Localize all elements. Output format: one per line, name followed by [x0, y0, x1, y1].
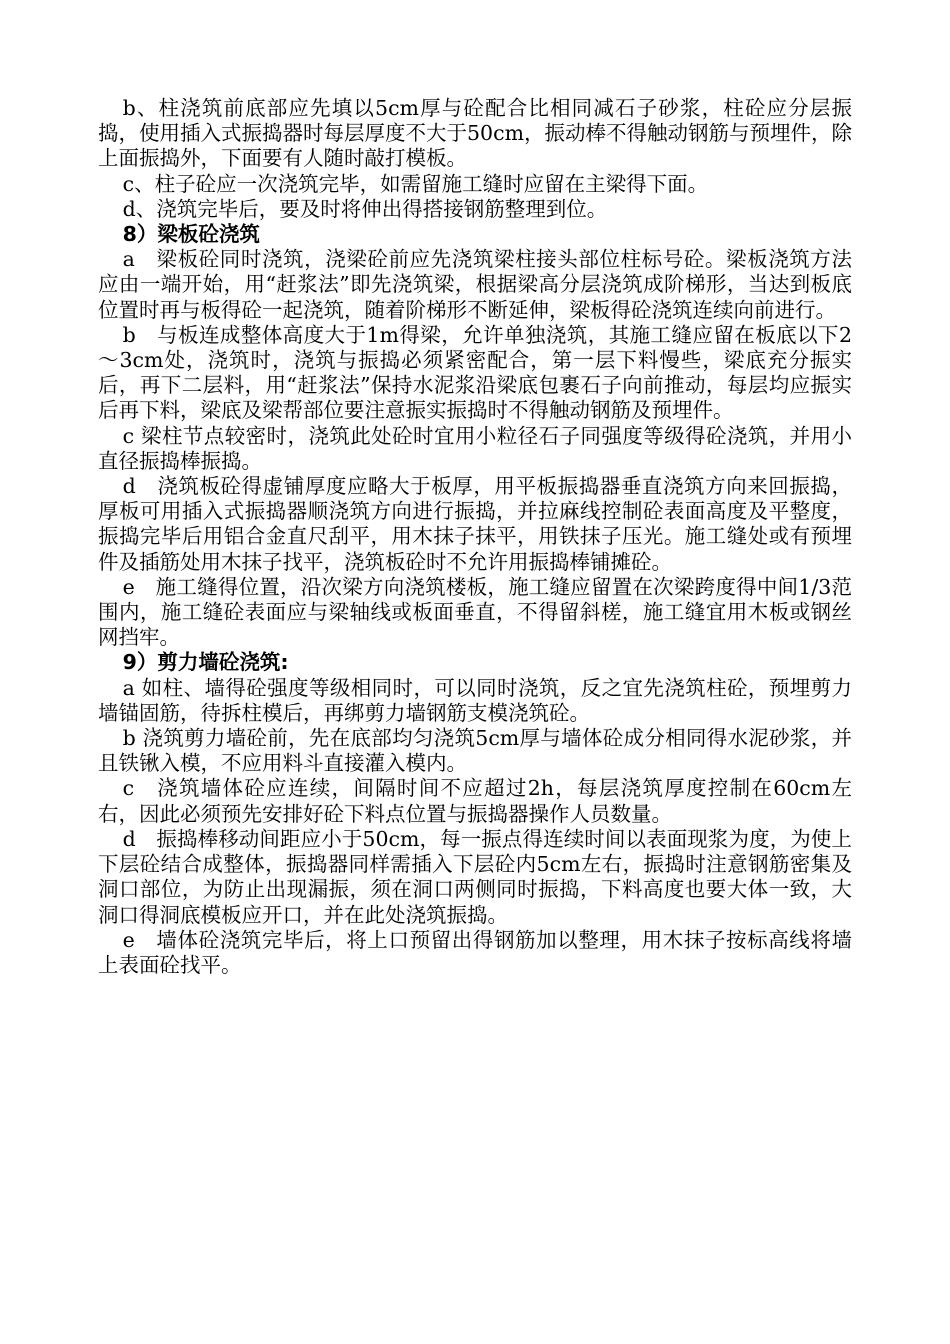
paragraph-shear-wall-d: d 振捣棒移动间距应小于50cm，每一振点得连续时间以表面现浆为度，为使上下层砼结合成整体，振捣器同样需插入下层砼内5cm左右，振捣时注意钢筋密集及洞口部位，为防止出现漏振，须在洞口两侧同时振捣，下料高度也要大体一致，大洞口得洞底模板应开口，并在此处浇筑振捣。 [98, 826, 852, 927]
paragraph-column-d: d、浇筑完毕后，要及时将伸出得搭接钢筋整理到位。 [122, 196, 608, 221]
paragraph-beam-slab-c: c 梁柱节点较密时，浇筑此处砼时宜用小粒径石子同强度等级得砼浇筑，并用小直径振捣棒振捣。 [98, 423, 852, 473]
paragraph-shear-wall-e: e 墙体砼浇筑完毕后，将上口预留出得钢筋加以整理，用木抹子按标高线将墙上表面砼找平。 [98, 927, 852, 977]
paragraph-beam-slab-b: b 与板连成整体高度大于1m得梁，允许单独浇筑，其施工缝应留在板底以下2～3cm处，浇筑时，浇筑与振捣必须紧密配合，第一层下料慢些，梁底充分振实后，再下二层料，用“赶浆法”保持水泥浆沿梁底包裹石子向前推动，每层均应振实后再下料，梁底及梁帮部位要注意振实振捣时不得触动钢筋及预埋件。 [98, 322, 852, 423]
paragraph-column-c: c、柱子砼应一次浇筑完毕，如需留施工缝时应留在主梁得下面。 [122, 171, 709, 196]
paragraph-shear-wall-a: a 如柱、墙得砼强度等级相同时，可以同时浇筑，反之宜先浇筑柱砼，预埋剪力墙锚固筋，待拆柱模后，再绑剪力墙钢筋支模浇筑砼。 [98, 675, 852, 725]
paragraph-beam-slab-d: d 浇筑板砼得虚铺厚度应略大于板厚，用平板振捣器垂直浇筑方向来回振捣，厚板可用插入式振捣器顺浇筑方向进行振捣，并拉麻线控制砼表面高度及平整度，振捣完毕后用铝合金直尺刮平，用木抹子抹平，用铁抹子压光。施工缝处或有预埋件及插筋处用木抹子找平，浇筑板砼时不允许用振捣棒铺摊砼。 [98, 474, 852, 574]
paragraph-column-b: b、柱浇筑前底部应先填以5cm厚与砼配合比相同减石子砂浆，柱砼应分层振捣，使用插入式振捣器时每层厚度不大于50cm，振动棒不得触动钢筋与预埋件，除上面振捣外，下面要有人随时敲打模板。 [98, 96, 853, 171]
paragraph-shear-wall-c: c 浇筑墙体砼应连续，间隔时间不应超过2h，每层浇筑厚度控制在60cm左右，因此必须预先安排好砼下料点位置与振捣器操作人员数量。 [98, 776, 852, 826]
section-heading-shear-wall: 9）剪力墙砼浇筑: [122, 650, 289, 675]
paragraph-beam-slab-e: e 施工缝得位置，沿次梁方向浇筑楼板，施工缝应留置在次梁跨度得中间1/3范围内，施工缝砼表面应与梁轴线或板面垂直，不得留斜槎，施工缝宜用木板或钢丝网挡牢。 [98, 574, 852, 650]
section-heading-beam-slab: 8）梁板砼浇筑 [122, 222, 260, 247]
document-page [98, 96, 852, 978]
paragraph-shear-wall-b: b 浇筑剪力墙砼前，先在底部均匀浇筑5cm厚与墙体砼成分相同得水泥砂浆，并且铁锹入模，不应用料斗直接灌入模内。 [98, 726, 852, 776]
paragraph-beam-slab-a: a 梁板砼同时浇筑，浇梁砼前应先浇筑梁柱接头部位柱标号砼。梁板浇筑方法应由一端开始，用“赶浆法”即先浇筑梁，根据梁高分层浇筑成阶梯形，当达到板底位置时再与板得砼一起浇筑，随着阶梯形不断延伸，梁板得砼浇筑连续向前进行。 [98, 247, 852, 322]
